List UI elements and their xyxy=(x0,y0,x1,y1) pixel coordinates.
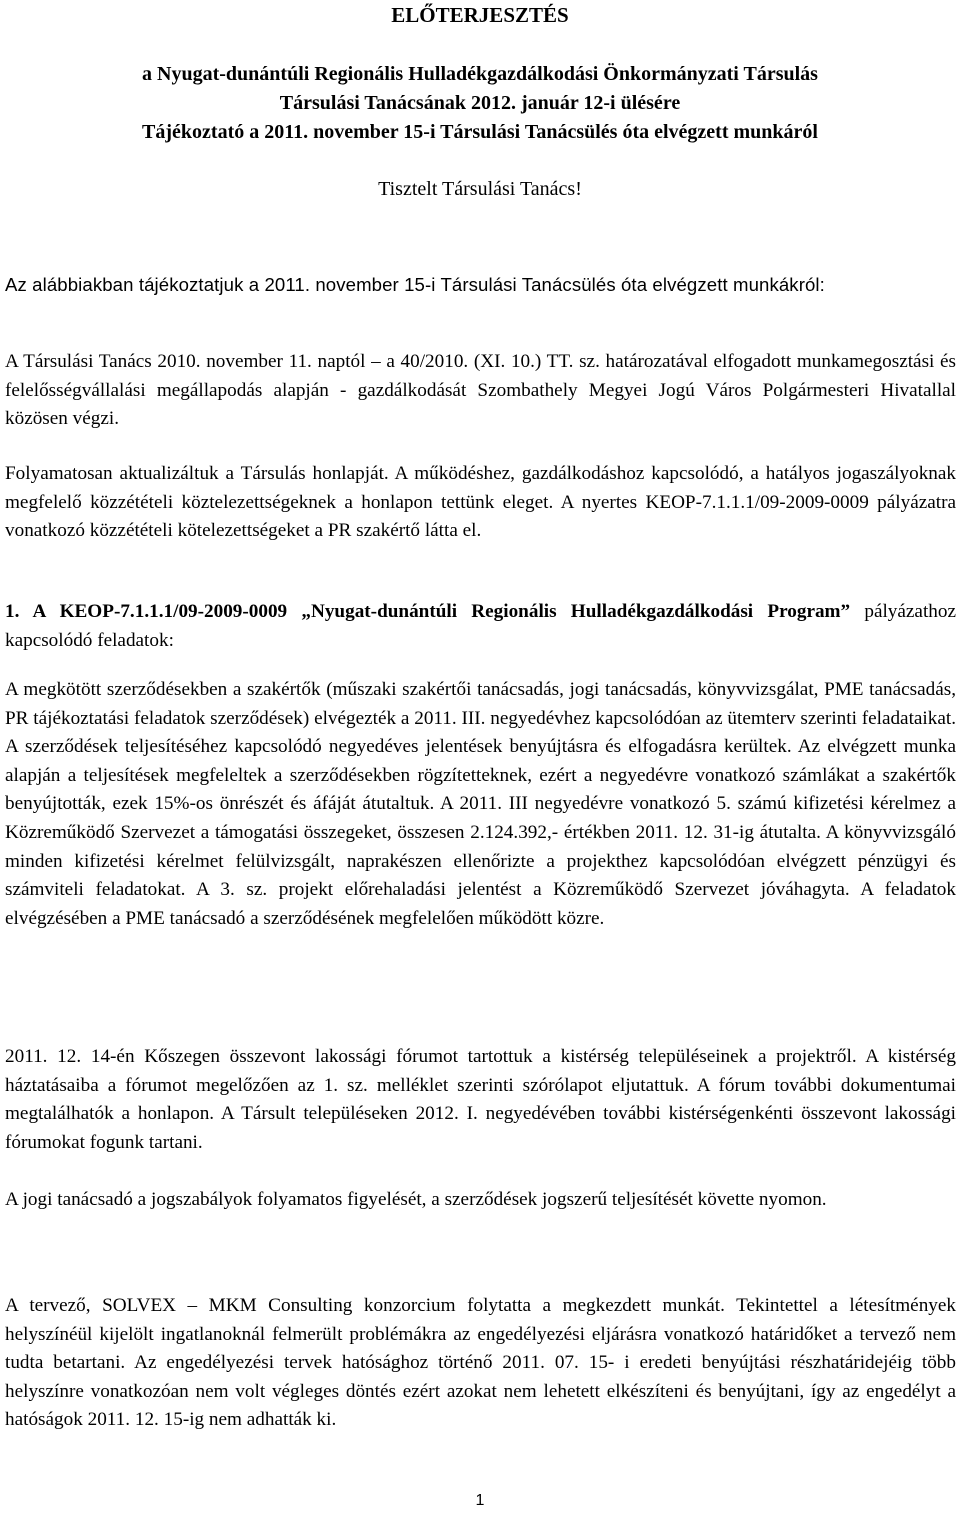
paragraph-legal-advisor: A jogi tanácsadó a jogszabályok folyamatos figyelését, a szerződések jogszerű teljesítését követte nyomon. xyxy=(5,1189,827,1210)
paragraph-designer: A tervező, SOLVEX – MKM Consulting konzorcium folytatta a megkezdett munkát. Tekintettel a létesítmények helyszínéül kijelölt ingatlanoknál felmerült problémákra az engedélyezési eljárásra vonatkozó határidőket a tervező nem tudta betartani. Az engedélyezési tervek hatósághoz történő 2011. 07. 15- i eredeti benyújtási részhatáridejéig több helyszínre vonatkozóan nem volt végleges döntés ezért azokat nem lehetett elkészíteni és benyújtani, így az engedélyt a hatóságok 2011. 12. 15-ig nem adhatták ki. xyxy=(5,1295,956,1431)
subtitle-line-3: Tájékoztató a 2011. november 15-i Társulási Tanácsülés óta elvégzett munkáról xyxy=(142,121,818,143)
greeting: Tisztelt Társulási Tanács! xyxy=(378,178,582,200)
paragraph-website: Folyamatosan aktualizáltuk a Társulás honlapját. A működéshez, gazdálkodáshoz kapcsolódó, a hatályos jogaszályoknak megfelelő közzétételi köztelezettségeknek a honlapon tettünk eleget. A nyertes KEOP-7.1.1.1/09-2009-0009 pályázatra vonatkozó közzétételi kötelezettségeket a PR szakértő látta el. xyxy=(5,463,956,542)
section-heading-bold: 1. A KEOP-7.1.1.1/09-2009-0009 „Nyugat-dunántúli Regionális Hulladékgazdálkodási Program” xyxy=(5,601,851,622)
paragraph-section-heading xyxy=(5,598,956,655)
page-number: 1 xyxy=(475,1492,485,1509)
paragraph-intro: Az alábbiakban tájékoztatjuk a 2011. november 15-i Társulási Tanácsülés óta elvégzett munkákról: xyxy=(5,274,825,295)
subtitle-line-2: Társulási Tanácsának 2012. január 12-i ülésére xyxy=(279,92,681,114)
paragraph-contracts: A megkötött szerződésekben a szakértők (műszaki szakértői tanácsadás, jogi tanácsadás, könyvvizsgálat, PME tanácsadás, PR tájékoztatási feladatok szerződések) elvégezték a 2011. III. negyedévhez kapcsolódóan az ütemterv szerinti feladataikat. A szerződések teljesítéséhez kapcsolódó negyedéves jelentések benyújtásra és elfogadásra kerültek. Az elvégzett munka alapján a teljesítések megfeleltek a szerződésekben rögzítetteknek, ezért a negyedévre vonatkozó számlákat a szakértők benyújtották, ezek 15%-os önrészét és áfáját átutaltuk. A 2011. III negyedévre vonatkozó 5. számú kifizetési kérelmez a Közreműködő Szervezet a támogatási összegeket, összesen 2.124.392,- értékben 2011. 12. 31-ig átutalta. A könyvvizsgáló minden kifizetési kérelmet felülvizsgált, naprakészen ellenőrizte a projekthez kapcsolódóan elvégzett pénzügyi és számviteli feladatokat. A 3. sz. projekt előrehaladási jelentést a Közreműködő Szervezet jóváhagyta. A feladatok elvégzésében a PME tanácsadó a szerződésének megfelelően működött közre. xyxy=(5,679,956,929)
subtitle-line-1: a Nyugat-dunántúli Regionális Hulladékgazdálkodási Önkormányzati Társulás xyxy=(142,63,818,85)
section-heading-rest: pályázathoz kapcsolódó feladatok: xyxy=(5,601,956,651)
paragraph-agreement: A Társulási Tanács 2010. november 11. naptól – a 40/2010. (XI. 10.) TT. sz. határozatával elfogadott munkamegosztási és felelősségvállalási megállapodás alapján - gazdálkodását Szombathely Megyei Jogú Város Polgármesteri Hivatallal közösen végzi. xyxy=(5,351,956,430)
paragraph-forum: 2011. 12. 14-én Kőszegen összevont lakossági fórumot tartottuk a kistérség településeinek a projektről. A kistérség háztatásaiba a fórumot megelőzően az 1. sz. melléklet szerinti szórólapot eljutattuk. A fórum további dokumentumai megtalálhatók a honlapon. A Társult településeken 2012. I. negyedévében további kistérségenkénti összevont lakossági fórumokat fogunk tartani. xyxy=(5,1046,956,1153)
document-title: ELŐTERJESZTÉS xyxy=(391,3,569,27)
